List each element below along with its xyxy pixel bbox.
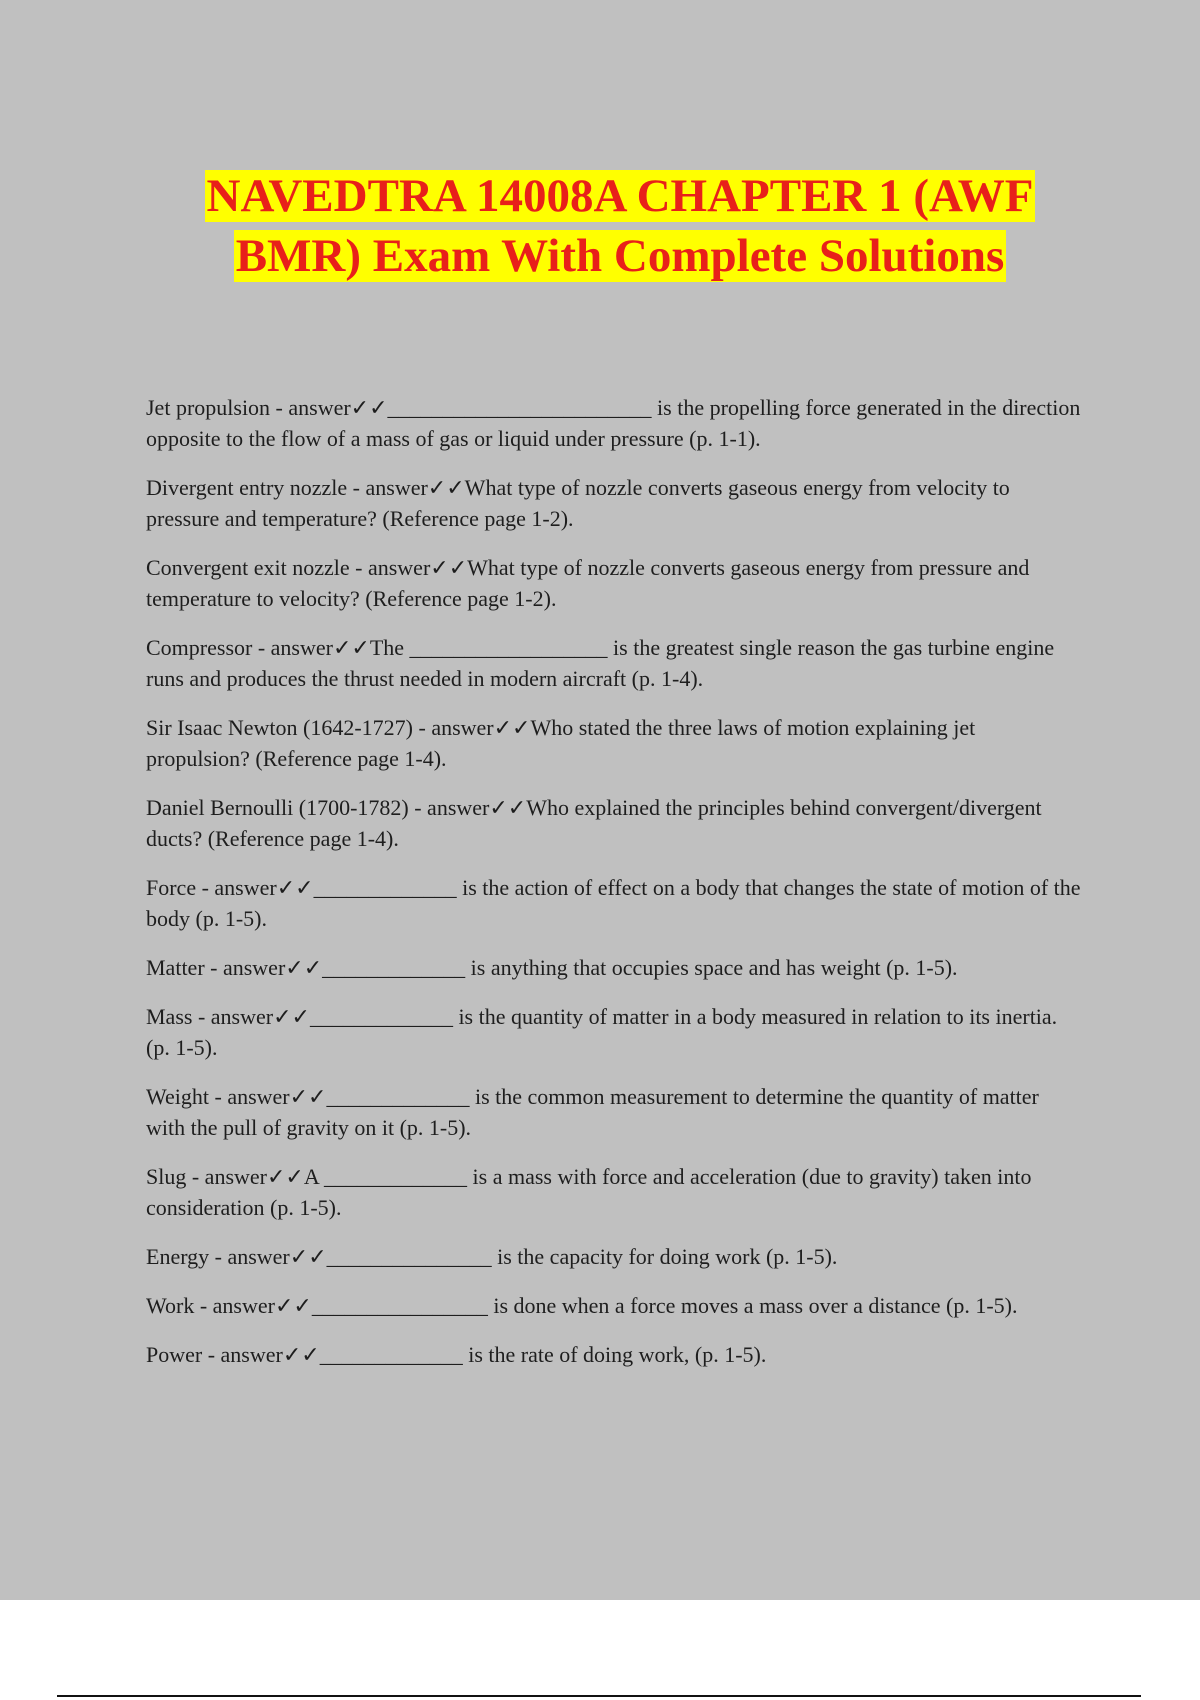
qa-entry: Compressor - answer✓✓The __________________ is the greatest single reason the gas turbine engine runs and produces the thrust needed in modern aircraft (p. 1-4).: [146, 635, 1055, 691]
qa-entry: Convergent exit nozzle - answer✓✓What type of nozzle converts gaseous energy from pressure and temperature to velocity? (Reference page 1-2).: [146, 555, 1030, 611]
qa-entry: Divergent entry nozzle - answer✓✓What type of nozzle converts gaseous energy from velocity to pressure and temperature? (Reference page 1-2).: [146, 475, 1010, 531]
qa-entry: Force - answer✓✓_____________ is the action of effect on a body that changes the state of motion of the body (p. 1-5).: [146, 875, 1081, 931]
qa-entry: Work - answer✓✓________________ is done when a force moves a mass over a distance (p. 1-5).: [146, 1293, 1018, 1318]
title-line-1: NAVEDTRA 14008A CHAPTER 1 (AWF: [206, 170, 1034, 222]
qa-entry: Jet propulsion - answer✓✓________________________ is the propelling force generated in the direction opposite to the flow of a mass of gas or liquid under pressure (p. 1-1).: [146, 395, 1081, 451]
qa-entry: Energy - answer✓✓_______________ is the capacity for doing work (p. 1-5).: [146, 1244, 838, 1269]
qa-entry: Daniel Bernoulli (1700-1782) - answer✓✓Who explained the principles behind convergent/divergent ducts? (Reference page 1-4).: [146, 795, 1042, 851]
qa-entry: Slug - answer✓✓A _____________ is a mass with force and acceleration (due to gravity) taken into consideration (p. 1-5).: [146, 1164, 1032, 1220]
document-title: [60, 166, 1180, 286]
qa-entry: Power - answer✓✓_____________ is the rate of doing work, (p. 1-5).: [146, 1342, 767, 1367]
title-line-2: BMR) Exam With Complete Solutions: [235, 230, 1005, 282]
qa-entry: Matter - answer✓✓_____________ is anything that occupies space and has weight (p. 1-5).: [146, 955, 958, 980]
page-divider-line: [57, 1695, 1141, 1697]
qa-entry: Sir Isaac Newton (1642-1727) - answer✓✓Who stated the three laws of motion explaining jet propulsion? (Reference page 1-4).: [146, 715, 976, 771]
qa-entry: Mass - answer✓✓_____________ is the quantity of matter in a body measured in relation to its inertia. (p. 1-5).: [146, 1004, 1058, 1060]
qa-entry: Weight - answer✓✓_____________ is the common measurement to determine the quantity of matter with the pull of gravity on it (p. 1-5).: [146, 1084, 1039, 1140]
qa-list: [146, 392, 1081, 1388]
